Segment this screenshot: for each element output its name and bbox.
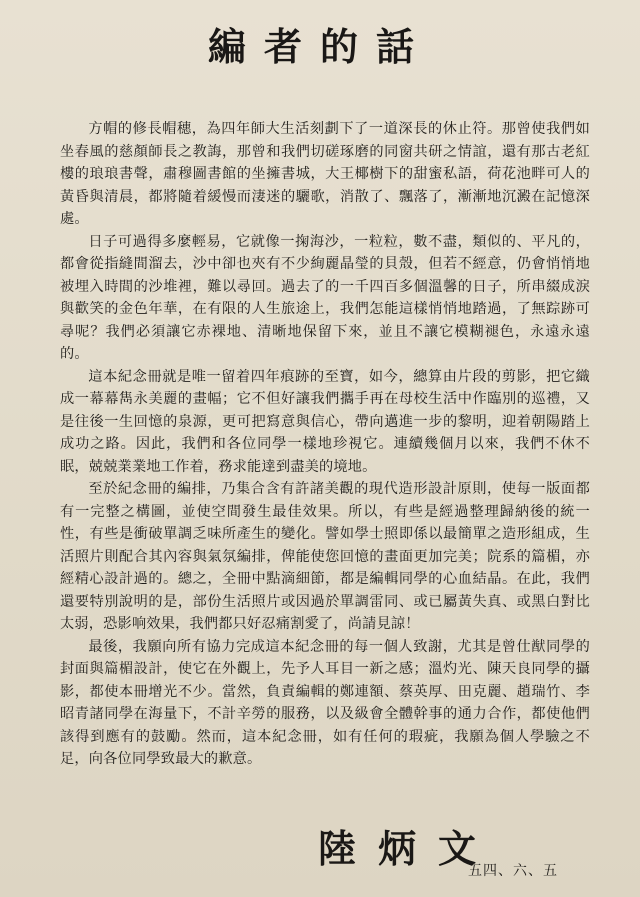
date-label: 五四、六、五 — [468, 863, 558, 879]
body-text — [60, 118, 590, 771]
paragraph: 日子可過得多麼輕易，它就像一掬海沙，一粒粒，數不盡，類似的、平凡的，都會從指縫間溜去，沙中卻也夾有不少絢麗晶瑩的貝殼，但若不經意，仍會悄悄地被埋入時間的沙堆裡，難以尋回。過去了的一千四百多個溫馨的日子，所串綴成淚與歡笑的金色年華，在有限的人生旅途上，我們怎能這樣悄悄地踏過，了無踪跡可尋呢？我們必須讓它赤裸地、清晰地保留下來，並且不讓它模糊褪色，永遠永遠的。 — [60, 233, 590, 362]
paragraph: 最後，我願向所有協力完成這本紀念冊的每一個人致謝，尤其是曾仕猷同學的封面與篇楣設計，使它在外觀上，先予人耳目一新之感；溫灼光、陳天良同學的攝影，都使本冊增光不少。當然，負責編輯的鄭連額、蔡英厚、田克麗、趙瑞竹、李昭青諸同學在海量下，不計辛勞的服務，以及級會全體幹事的通力合作，都使他們該得到應有的鼓勵。然而，這本紀念冊，如有任何的瑕疵，我願為個人學驗之不足，向各位同學致最大的歉意。 — [60, 638, 590, 767]
paragraph: 至於紀念冊的編排，乃集合含有許諸美觀的現代造形設計原則，使每一版面都有一完整之構圖，並使空間發生最佳效果。所以，有些是經過整理歸納後的統一性，有些是衝破單調乏味所產生的變化。譬如學士照即係以最簡單之造形組成，生活照片則配合其內容與氣氛編排，俾能使您回憶的畫面更加完美；院系的篇楣，亦經精心設計過的。總之，全冊中點滴細節，都是編輯同學的心血結晶。在此，我們還要特別說明的是，部份生活照片或因過於單調雷同、或已屬黃失真、或黑白對比太弱，恐影响效果，我們都只好忍痛割愛了，尚請見諒！ — [60, 481, 590, 632]
paragraph: 這本紀念冊就是唯一留着四年痕跡的至寶，如今，總算由片段的剪影，把它織成一幕幕雋永美麗的畫幅；它不但好讓我們攜手再在母校生活中作臨別的巡禮，又是往後一生回憶的泉源，更可把寫意與信心，帶向邁進一步的黎明，迎着朝陽踏上成功之路。因此，我們和各位同學一樣地珍視它。連續幾個月以來，我們不休不眠，兢兢業業地工作着，務求能達到盡美的境地。 — [60, 368, 590, 475]
page-title: 編者的話 — [207, 24, 432, 69]
author-signature: 陸炳文 — [318, 826, 499, 871]
paragraph: 方帽的修長帽穗，為四年師大生活刻劃下了一道深長的休止符。那曾使我們如坐春風的慈顏師長之教誨，那曾和我們切磋琢磨的同窗共研之情誼，還有那古老紅樓的琅琅書聲，肅穆圖書館的坐擁書城，大王椰樹下的甜蜜私語，荷花池畔可人的黃昏與清晨，都將隨着緩慢而淒迷的驪歌，消散了、飄落了，漸漸地沉澱在記憶深處。 — [60, 121, 590, 227]
